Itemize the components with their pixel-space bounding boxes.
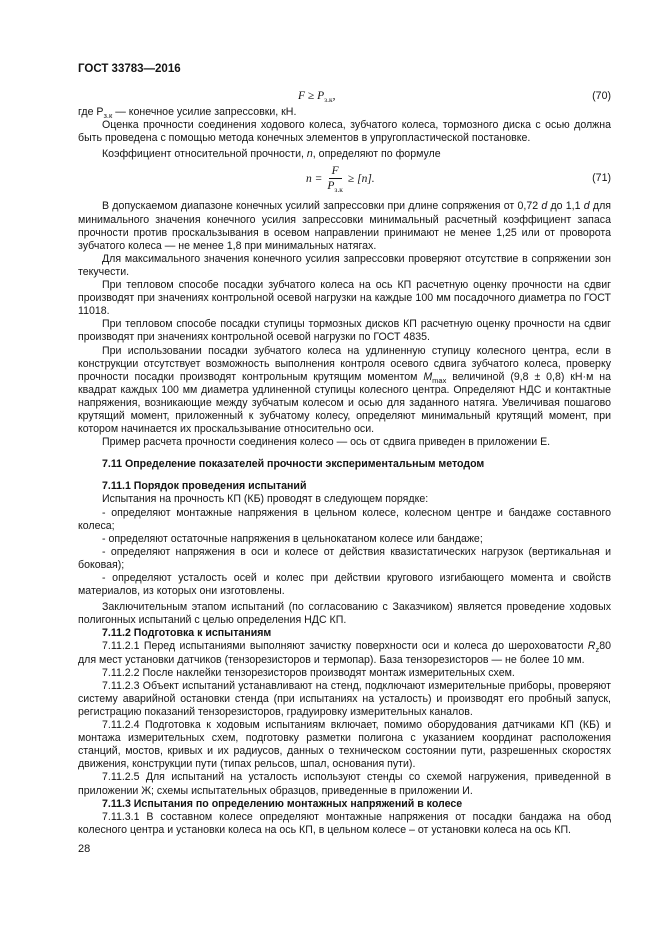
- paragraph-7-11-2-2: 7.11.2.2 После наклейки тензорезисторов производят монтаж измерительных схем.: [102, 666, 515, 679]
- section-7-11-title: 7.11 Определение показателей прочности экспериментальным методом: [102, 458, 485, 471]
- paragraph-extended-hub: При использовании посадки зубчатого колеса на удлиненную ступицу колесного центра, если в конструкции отсутствует возможность выполнения контроля осевого сдвига зубчатого колеса, проверку прочности посадки производят контрольным крутящим моментом $M_{max}$ величиной (9,8 ± 0,8) кН·м на квадрат каждых 100 мм диаметра удлиненной ступицы колесного центра. Определяют НДС и контактные напряжения, возникающие между зубчатым колесом и осью для заданного натяга. Увеличивая пошагово крутящий момент, приложенный к зубчатому колесу, определяют минимальный крутящий момент, при котором начинается их проскальзывание относительно оси.: [78, 344, 611, 436]
- section-7-11-1-final: Заключительным этапом испытаний (по согласованию с Заказчиком) является проведение ходовых полигонных испытаний с целью определения НДС КП.: [78, 601, 611, 627]
- equation-number-70: (70): [592, 90, 611, 103]
- page-number: 28: [78, 843, 91, 855]
- formula-71-fraction: $\frac{F}{P_{з.к}}$: [327, 165, 343, 195]
- formula-70-explanation: где $P_{з.к}$ — конечное усилие запрессовки, кН.: [78, 106, 297, 121]
- paragraph-7-11-2-3: 7.11.2.3 Объект испытаний устанавливают на стенд, подключают измерительные приборы, проверяют систему аварийной остановки стенда (при испытаниях на усталость) и производят его пробный запуск, регистрацию показаний тензорезисторов, градуировку измерительных каналов.: [78, 679, 611, 718]
- section-7-11-1-intro: Испытания на прочность КП (КБ) проводят в следующем порядке:: [102, 493, 429, 506]
- formula-71: [78, 164, 611, 194]
- paragraph-fem-assessment: Оценка прочности соединения ходового колеса, зубчатого колеса, тормозного диска с осью должна быть проведена с помощью метода конечных элементов в упругопластической постановке.: [78, 119, 611, 145]
- list-item: - определяют напряжения в оси и колесе от действия квазистатических нагрузок (вертикальная и боковая);: [78, 545, 611, 571]
- list-item: - определяют усталость осей и колес при действии кругового изгибающего момента и свойств материалов, из которых они изготовлены.: [78, 572, 611, 598]
- section-7-11-3-title: 7.11.3 Испытания по определению монтажных напряжений в колесе: [102, 797, 463, 810]
- list-item: - определяют монтажные напряжения в цельном колесе, колесном центре и бандаже составного колеса;: [78, 506, 611, 532]
- paragraph-thermal-brake: При тепловом способе посадки ступицы тормозных дисков КП расчетную оценку прочности на сдвиг производят при значениях контрольной осевой нагрузки по ГОСТ 4835.: [78, 318, 611, 344]
- paragraph-7-11-2-4: 7.11.2.4 Подготовка к ходовым испытаниям включает, помимо оборудования датчиками КП (КБ) и монтажа измерительных схем, подготовку разметки полигона с указанием координат расположения станций, мостов, кривых и их радиусов, данных о техническом состоянии пути, разрешенных скоростях движения, конструкции пути (типах рельсов, шпал, основания пути).: [78, 719, 611, 771]
- section-7-11-2-title: 7.11.2 Подготовка к испытаниям: [102, 627, 272, 640]
- paragraph-strength-coefficient: Коэффициент относительной прочности, n, определяют по формуле: [102, 148, 441, 161]
- paragraph-7-11-2-1: 7.11.2.1 Перед испытаниями выполняют зачистку поверхности оси и колеса до шероховатости $R_z80$ для мест установки датчиков (тензорезисторов и термопар). База тензорезисторов — не более 10 мм.: [78, 640, 611, 666]
- paragraph-thermal-gear: При тепловом способе посадки зубчатого колеса на ось КП расчетную оценку прочности на сдвиг производят при значениях контрольной осевой нагрузки на каждые 100 мм посадочного диаметра по ГОСТ 11018.: [78, 279, 611, 318]
- paragraph-7-11-3-1: 7.11.3.1 В составном колесе определяют монтажные напряжения от посадки бандажа на обод колесного центра и установки колеса на ось КП, в цельном колесе – от установки колеса на ось КП.: [78, 810, 611, 836]
- document-header: ГОСТ 33783—2016: [78, 63, 181, 75]
- list-item: - определяют остаточные напряжения в цельнокатаном колесе или бандаже;: [102, 532, 483, 545]
- section-7-11-1-title: 7.11.1 Порядок проведения испытаний: [102, 480, 307, 493]
- equation-number-71: (71): [592, 172, 611, 185]
- paragraph-example-reference: Пример расчета прочности соединения колесо — ось от сдвига приведен в приложении Е.: [102, 436, 551, 449]
- formula-71-expression: n = $\frac{F}{P_{з.к}}$ ≥ [n].: [306, 165, 375, 195]
- paragraph-yield-zones: Для максимального значения конечного усилия запрессовки проверяют отсутствие в сопряжении зон текучести.: [78, 252, 611, 278]
- paragraph-7-11-2-5: 7.11.2.5 Для испытаний на усталость используют стенды со схемой нагружения, приведенной в приложении Ж; схемы испытательных образцов, приведенные в приложении И.: [78, 771, 611, 797]
- formula-70: [78, 90, 611, 106]
- paragraph-press-fit-range: В допускаемом диапазоне конечных усилий запрессовки при длине сопряжения от 0,72 d до 1,1 d для минимального значения конечного усилия запрессовки минимальный расчетный коэффициент запаса прочности против проскальзывания в осевом направлении принимают не менее 1,25 или от проворота зубчатого колеса — не менее 1,8 при минимальных натягах.: [78, 200, 611, 252]
- formula-70-expression: $F \ge P_{з.к}$,: [298, 90, 336, 105]
